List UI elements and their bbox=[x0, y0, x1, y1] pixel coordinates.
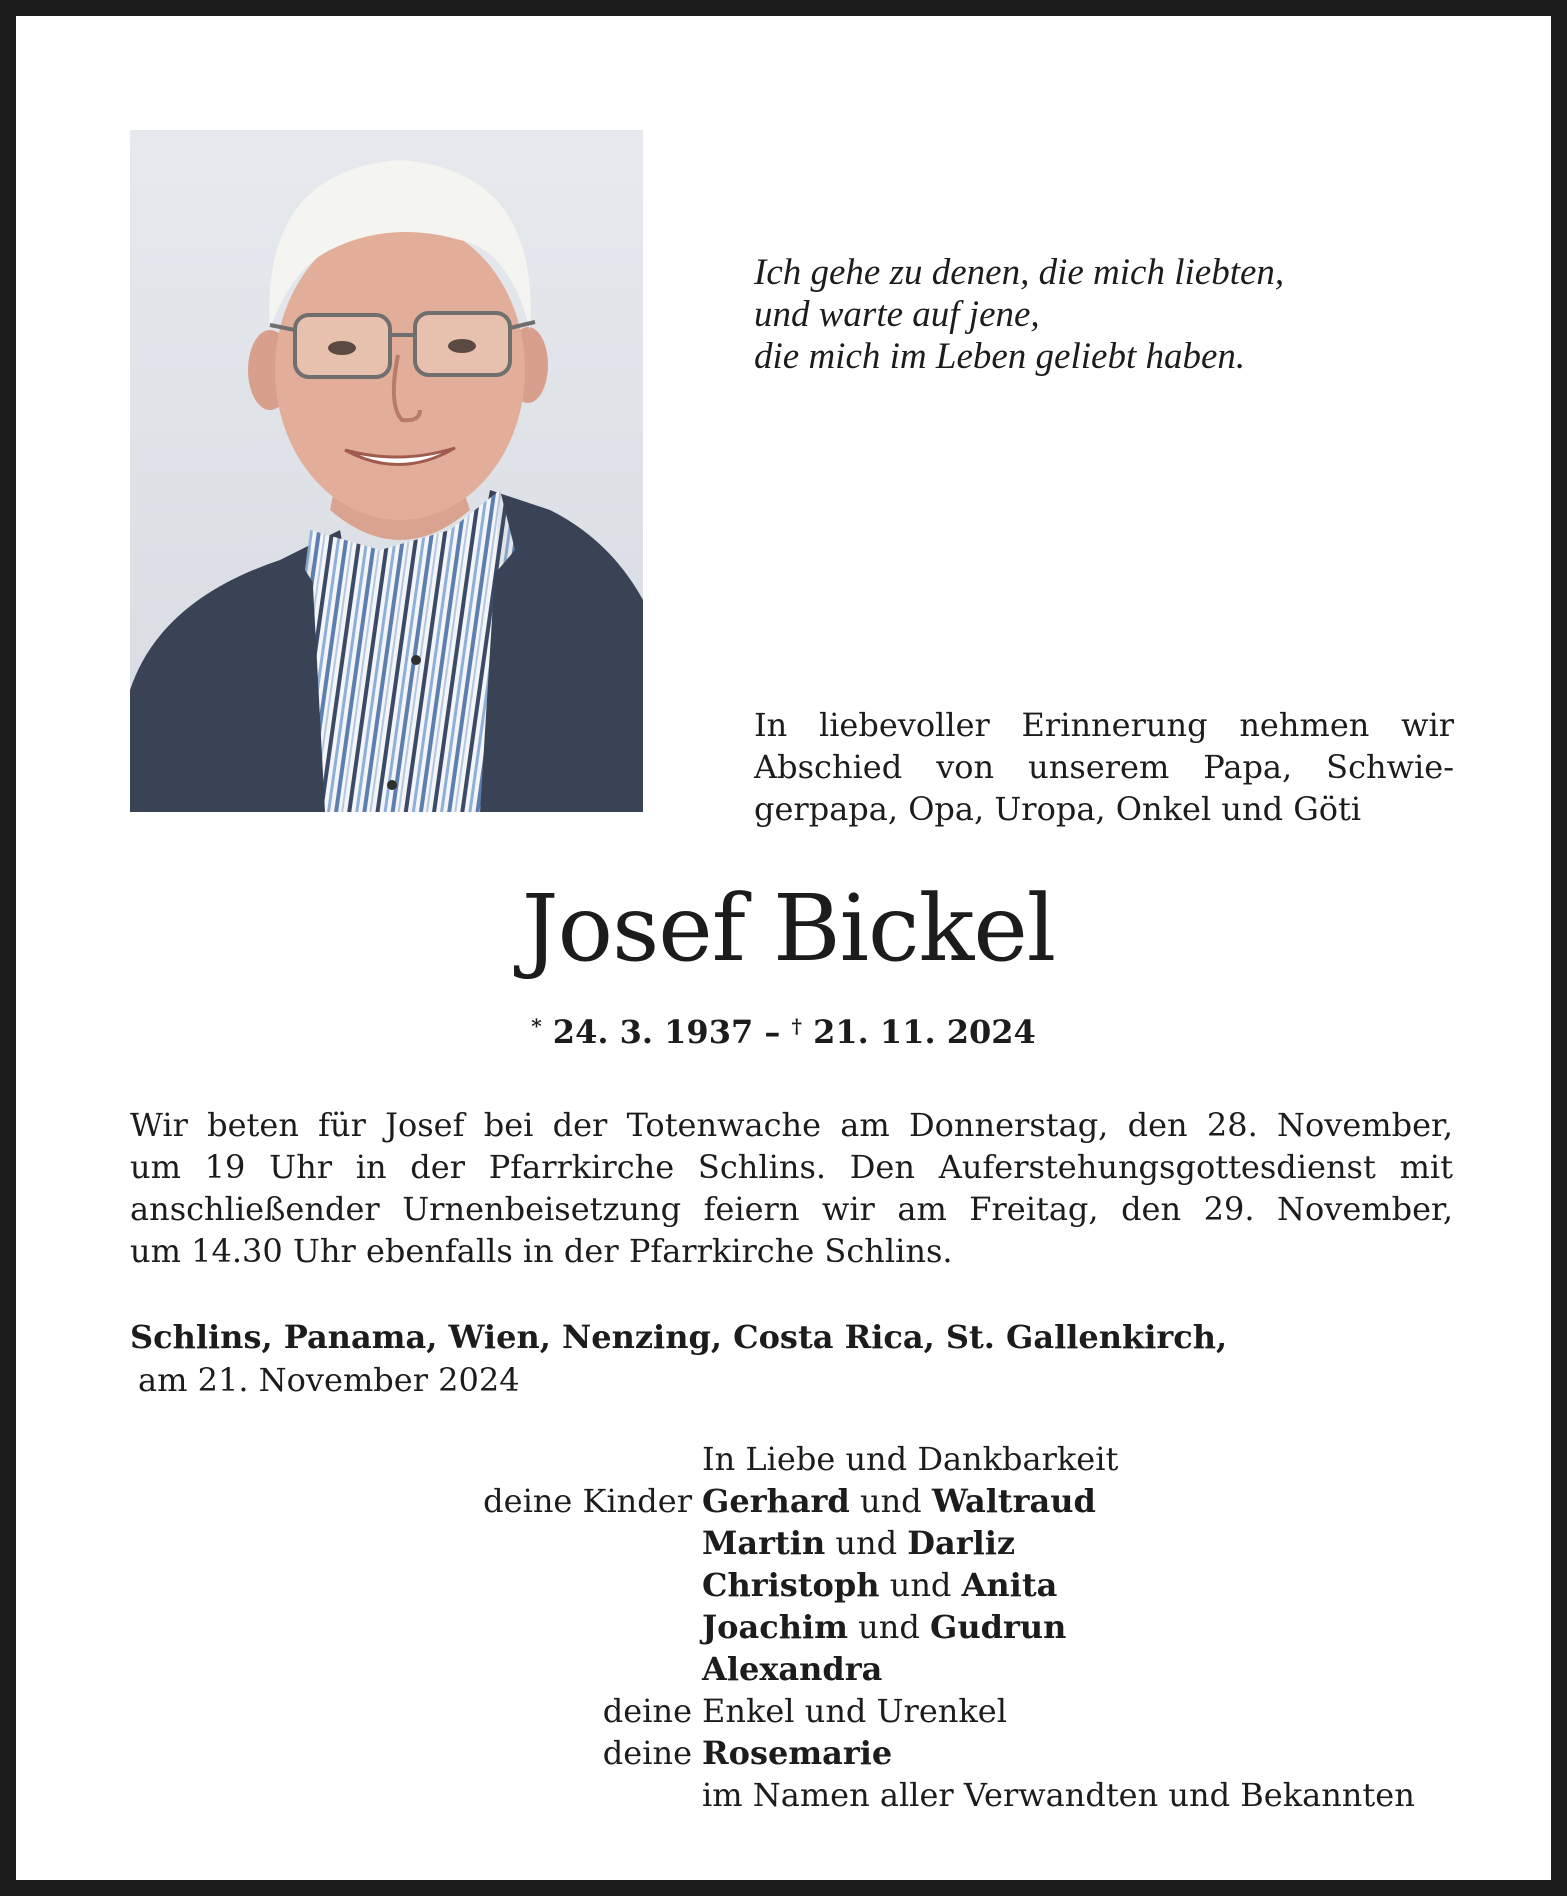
paragraph-line: anschließender Urnenbeisetzung feiern wir am Freitag, den 29. November, bbox=[130, 1190, 1453, 1228]
partner-name: Anita bbox=[961, 1566, 1058, 1604]
partner-name: Darliz bbox=[907, 1524, 1016, 1562]
quote-line: und warte auf jene, bbox=[754, 294, 1040, 335]
birth-date: 24. 3. 1937 bbox=[552, 1013, 754, 1051]
and-word: und bbox=[889, 1566, 952, 1604]
closing-text: In Liebe und Dankbarkeit bbox=[702, 1440, 1119, 1478]
partner-name: Gudrun bbox=[930, 1608, 1067, 1646]
closing-row bbox=[130, 1438, 1470, 1480]
signature-block bbox=[130, 1438, 1470, 1816]
relatives-row bbox=[130, 1774, 1470, 1816]
portrait-photo bbox=[130, 130, 643, 812]
children-row bbox=[130, 1606, 1470, 1648]
children-row bbox=[130, 1648, 1470, 1690]
child-name: Christoph bbox=[702, 1566, 880, 1604]
children-row bbox=[130, 1522, 1470, 1564]
children-label: deine Kinder bbox=[483, 1482, 692, 1520]
child-name: Martin bbox=[702, 1524, 826, 1562]
date-separator: – bbox=[764, 1013, 781, 1051]
death-date: 21. 11. 2024 bbox=[813, 1013, 1036, 1051]
paragraph-line: um 14.30 Uhr ebenfalls in der Pfarrkirche Schlins. bbox=[130, 1232, 953, 1270]
partner-label: deine bbox=[602, 1734, 692, 1772]
and-word: und bbox=[835, 1524, 898, 1562]
quote-line: Ich gehe zu denen, die mich liebten, bbox=[754, 252, 1285, 293]
intro-line: Abschied von unserem Papa, Schwie- bbox=[754, 748, 1454, 786]
quote-line: die mich im Leben geliebt haben. bbox=[754, 336, 1246, 377]
children-row bbox=[130, 1564, 1470, 1606]
partner-row bbox=[130, 1732, 1470, 1774]
places-line: Schlins, Panama, Wien, Nenzing, Costa Rica, St. Gallenkirch, bbox=[130, 1318, 1228, 1356]
intro-line: gerpapa, Opa, Uropa, Onkel und Göti bbox=[754, 790, 1362, 828]
place-date: am 21. November 2024 bbox=[138, 1361, 520, 1399]
grandchildren-row bbox=[130, 1690, 1470, 1732]
partner-name: Rosemarie bbox=[702, 1734, 893, 1772]
paragraph-line: Wir beten für Josef bei der Totenwache am Donnerstag, den 28. November, bbox=[130, 1106, 1453, 1144]
intro-text bbox=[754, 704, 1454, 830]
grandchildren-label: deine bbox=[602, 1692, 692, 1730]
grandchildren-text: Enkel und Urenkel bbox=[702, 1692, 1007, 1730]
children-row bbox=[130, 1480, 1470, 1522]
birth-symbol: * bbox=[531, 1014, 542, 1038]
child-name: Joachim bbox=[702, 1608, 848, 1646]
partner-name: Waltraud bbox=[931, 1482, 1096, 1520]
memorial-quote bbox=[754, 252, 1454, 378]
and-word: und bbox=[859, 1482, 922, 1520]
intro-line: In liebevoller Erinnerung nehmen wir bbox=[754, 706, 1454, 744]
and-word: und bbox=[858, 1608, 920, 1646]
death-symbol: † bbox=[791, 1014, 802, 1038]
service-announcement bbox=[130, 1104, 1453, 1272]
deceased-name: Josef Bickel bbox=[521, 875, 1056, 982]
paragraph-line: um 19 Uhr in der Pfarrkirche Schlins. Den Auferstehungsgottesdienst mit bbox=[130, 1148, 1453, 1186]
relatives-text: im Namen aller Verwandten und Bekannten bbox=[702, 1776, 1415, 1814]
life-dates bbox=[16, 1006, 1551, 1052]
portrait-illustration bbox=[130, 130, 643, 812]
child-name: Alexandra bbox=[702, 1650, 883, 1688]
child-name: Gerhard bbox=[702, 1482, 850, 1520]
